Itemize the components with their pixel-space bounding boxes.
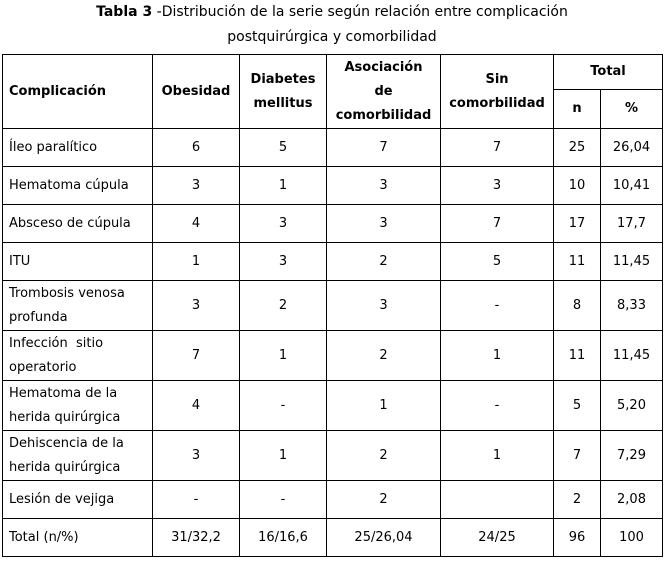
cell-n: 8 — [554, 281, 601, 331]
cell-diabetes: 1 — [240, 431, 327, 481]
header-row-1 — [3, 55, 663, 90]
cell-diabetes: - — [240, 381, 327, 431]
cell-diabetes: 3 — [240, 205, 327, 243]
cell-n: 17 — [554, 205, 601, 243]
caption-line-1 — [0, 0, 664, 24]
cell-sin-comorbilidad: 3 — [441, 167, 554, 205]
cell-pct: 10,41 — [601, 167, 663, 205]
row-label-line-1: Infección sitio — [9, 335, 104, 351]
cell-obesidad: 1 — [153, 243, 240, 281]
cell-n: 10 — [554, 167, 601, 205]
table-row — [3, 129, 663, 167]
header-asociacion-line-2: de — [374, 83, 393, 99]
header-pct: % — [601, 90, 663, 129]
cell-asociacion: 3 — [327, 281, 441, 331]
cell-obesidad: - — [153, 481, 240, 519]
table-row — [3, 331, 663, 381]
row-label: ITU — [3, 243, 153, 281]
cell-asociacion: 2 — [327, 331, 441, 381]
cell-pct: 2,08 — [601, 481, 663, 519]
cell-diabetes: - — [240, 481, 327, 519]
cell-asociacion: 2 — [327, 481, 441, 519]
cell-n: 11 — [554, 243, 601, 281]
header-asociacion — [327, 55, 441, 129]
cell-asociacion: 2 — [327, 431, 441, 481]
row-label — [3, 381, 153, 431]
cell-asociacion: 1 — [327, 381, 441, 431]
total-label: Total (n/%) — [3, 519, 153, 557]
cell-pct: 17,7 — [601, 205, 663, 243]
cell-diabetes: 1 — [240, 331, 327, 381]
cell-sin-comorbilidad: 1 — [441, 331, 554, 381]
cell-obesidad: 3 — [153, 167, 240, 205]
header-sin-comorbilidad — [441, 55, 554, 129]
table-row — [3, 381, 663, 431]
table-caption — [0, 0, 664, 49]
cell-obesidad: 6 — [153, 129, 240, 167]
header-diabetes-line-2: mellitus — [253, 95, 313, 111]
cell-obesidad: 4 — [153, 205, 240, 243]
cell-sin-comorbilidad: 1 — [441, 431, 554, 481]
total-sin-comorbilidad: 24/25 — [441, 519, 554, 557]
total-pct: 100 — [601, 519, 663, 557]
total-obesidad: 31/32,2 — [153, 519, 240, 557]
header-total: Total — [554, 55, 663, 90]
row-label-line-2: profunda — [9, 309, 68, 325]
row-label — [3, 281, 153, 331]
row-label-line-2: herida quirúrgica — [9, 459, 121, 475]
cell-n: 25 — [554, 129, 601, 167]
row-label-line-2: herida quirúrgica — [9, 409, 121, 425]
total-row — [3, 519, 663, 557]
cell-sin-comorbilidad: - — [441, 381, 554, 431]
cell-n: 2 — [554, 481, 601, 519]
cell-sin-comorbilidad: 7 — [441, 205, 554, 243]
cell-pct: 11,45 — [601, 331, 663, 381]
cell-sin-comorbilidad — [441, 481, 554, 519]
header-asociacion-line-1: Asociación — [344, 59, 423, 75]
header-sin-line-2: comorbilidad — [449, 95, 545, 111]
total-asociacion: 25/26,04 — [327, 519, 441, 557]
cell-diabetes: 1 — [240, 167, 327, 205]
cell-obesidad: 3 — [153, 431, 240, 481]
row-label-line-1: Trombosis venosa — [9, 285, 125, 301]
cell-pct: 26,04 — [601, 129, 663, 167]
row-label — [3, 331, 153, 381]
caption-bold-prefix: Tabla 3 — [96, 4, 153, 20]
row-label: Hematoma cúpula — [3, 167, 153, 205]
row-label-line-2: operatorio — [9, 359, 77, 375]
caption-line-1-text: -Distribución de la serie según relación entre complicación — [152, 4, 568, 20]
cell-sin-comorbilidad: 7 — [441, 129, 554, 167]
header-n: n — [554, 90, 601, 129]
row-label: Absceso de cúpula — [3, 205, 153, 243]
cell-pct: 5,20 — [601, 381, 663, 431]
cell-obesidad: 4 — [153, 381, 240, 431]
row-label: Íleo paralítico — [3, 129, 153, 167]
cell-diabetes: 3 — [240, 243, 327, 281]
row-label-line-1: Dehiscencia de la — [9, 435, 124, 451]
cell-n: 11 — [554, 331, 601, 381]
cell-obesidad: 7 — [153, 331, 240, 381]
total-diabetes: 16/16,6 — [240, 519, 327, 557]
cell-sin-comorbilidad: 5 — [441, 243, 554, 281]
table-row — [3, 205, 663, 243]
cell-n: 5 — [554, 381, 601, 431]
header-diabetes — [240, 55, 327, 129]
cell-pct: 7,29 — [601, 431, 663, 481]
total-n: 96 — [554, 519, 601, 557]
row-label — [3, 431, 153, 481]
cell-pct: 11,45 — [601, 243, 663, 281]
header-obesidad: Obesidad — [153, 55, 240, 129]
header-diabetes-line-1: Diabetes — [250, 71, 316, 87]
table-row — [3, 431, 663, 481]
cell-asociacion: 3 — [327, 205, 441, 243]
row-label-line-1: Hematoma de la — [9, 385, 118, 401]
row-label: Lesión de vejiga — [3, 481, 153, 519]
cell-asociacion: 7 — [327, 129, 441, 167]
complications-table — [2, 54, 663, 557]
table-row — [3, 243, 663, 281]
header-asociacion-line-3: comorbilidad — [335, 107, 432, 123]
cell-sin-comorbilidad: - — [441, 281, 554, 331]
table-row — [3, 167, 663, 205]
caption-line-2: postquirúrgica y comorbilidad — [227, 29, 437, 45]
table-row — [3, 481, 663, 519]
table-row — [3, 281, 663, 331]
cell-asociacion: 3 — [327, 167, 441, 205]
header-complicacion: Complicación — [3, 55, 153, 129]
cell-diabetes: 2 — [240, 281, 327, 331]
cell-diabetes: 5 — [240, 129, 327, 167]
cell-pct: 8,33 — [601, 281, 663, 331]
cell-obesidad: 3 — [153, 281, 240, 331]
cell-asociacion: 2 — [327, 243, 441, 281]
cell-n: 7 — [554, 431, 601, 481]
header-sin-line-1: Sin — [485, 71, 509, 87]
